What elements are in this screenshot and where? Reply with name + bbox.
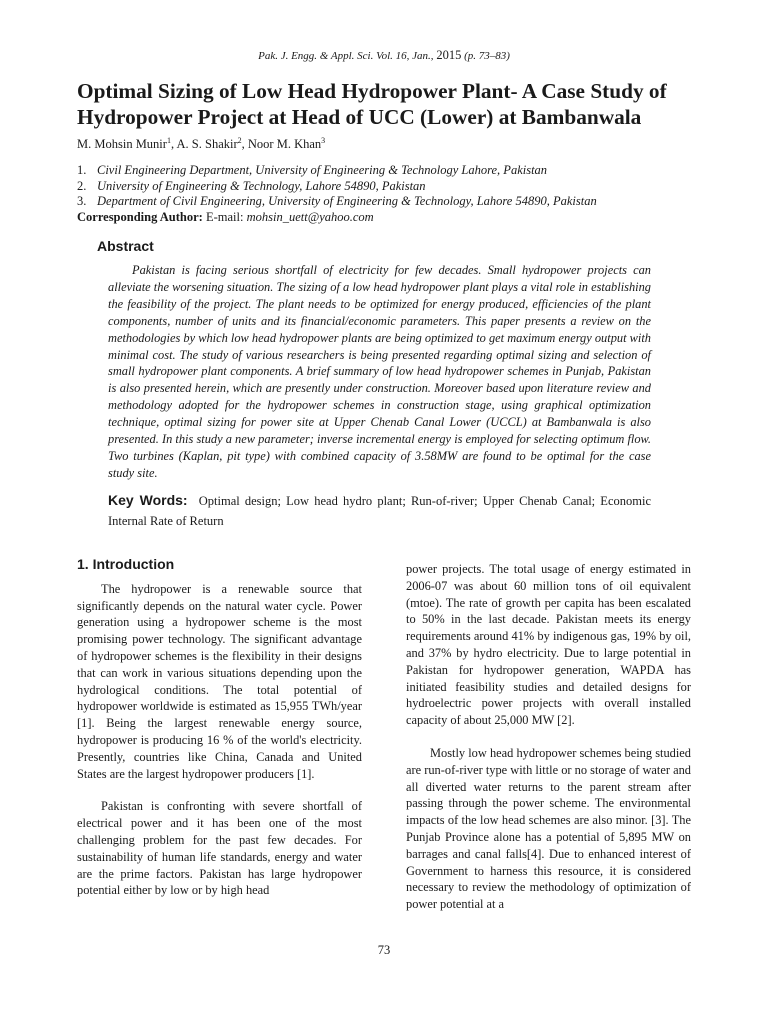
author-affiliation-marker: 2 [237,136,242,145]
corresponding-author-label: Corresponding Author: [77,209,203,224]
journal-year: 2015 [436,48,462,62]
journal-citation: Pak. J. Engg. & Appl. Sci. Vol. 16, Jan., [258,50,434,62]
email-link[interactable]: mohsin_uett@yahoo.com [246,209,374,224]
corresponding-author [77,210,597,226]
affiliation-item [77,179,597,195]
author-separator: , [170,137,177,152]
body-paragraph: Mostly low head hydropower schemes being studied are run-of-river type with little or no storage of water and all diverted water returns to the parent stream after passing through the power scheme. The environmental impacts of the low head schemes are also minor. [3]. The Punjab Province alone has a potential of 5,895 MW on barrages and canal falls[4]. Due to enhanced interest of Government to harness this resource, it is considered necessary to review the methodology of optimization of power potential at a [406,745,691,912]
author-affiliation-marker: 3 [321,136,326,145]
body-paragraph: Pakistan is confronting with severe shortfall of electrical power and it has been one of the most challenging problem for the past few decades. For sustainability of human life standards, energy and water are the prime factors. Pakistan has large hydropower potential either by low or by high head [77,799,362,898]
column-right [406,561,691,913]
page-number: 73 [377,943,391,957]
affiliation-number: 1. [77,163,87,177]
abstract-text: Pakistan is facing serious shortfall of electricity for few decades. Small hydropower projects can alleviate the worsening situation. The sizing of a low head hydropower plant plays a vital role in establishing the feasibility of the project. The plant needs to be optimized for energy produced, efficiencies of the plant components, number of units and its financial/economic parameters. This paper presents a review on the methodologies by which low head hydropower plants are being optimized to get maximum energy output with minimal cost. The study of various researchers is being presented regarding optimal sizing and selection of small hydropower plant components. A brief summary of low head hydropower schemes in Punjab, Pakistan is also presented herein, which are presently under construction. Moreover based upon literature review and methodology adopted for the hydropower schemes in construction stage, using graphical optimization technique, optimal sizing for power site at Upper Chenab Canal Lower (UCCL) at Bambanwala is also presented. In this study a new parameter; inverse incremental energy is employed for selecting optimum flow. Two turbines (Kaplan, pit type) with combined capacity of 3.58MW are found to be optimal for the case study site. [108,263,651,480]
column-left [77,556,362,899]
author-name: Noor M. Khan [247,137,322,152]
author-name: M. Mohsin Munir [77,137,167,152]
affiliation-item [77,194,597,210]
affiliation-list [77,163,597,225]
affiliation-text: University of Engineering & Technology, Lahore 54890, Pakistan [97,178,426,193]
keywords-label: Key Words: [108,492,188,508]
affiliation-number: 3. [77,194,87,208]
keywords-text: Optimal design; Low head hydro plant; Run-of-river; Upper Chenab Canal; Economic Internal Rate of Return [108,494,651,528]
keywords [108,490,651,531]
affiliation-number: 2. [77,178,87,193]
affiliation-text: Department of Civil Engineering, University of Engineering & Technology, Lahore 54890, Pakistan [97,194,597,208]
journal-header [0,48,768,63]
author-affiliation-marker: 1 [166,136,171,145]
paper-title: Optimal Sizing of Low Head Hydropower Plant- A Case Study of Hydropower Project at Head of UCC (Lower) at Bambanwala [77,79,667,129]
author-separator: , [241,137,248,152]
author-list [77,136,325,152]
body-paragraph: The hydropower is a renewable source that significantly depends on the natural water cycle. Power generation using a hydropower scheme is the most promising power technology. The significant advantage of hydropower schemes is the flexibility in their designs that can work in various situations depending upon the hydrological conditions. The total potential of hydropower worldwide is estimated as 15,955 TWh/year [1]. Being the largest renewable energy source, hydropower is producing 16 % of the world's electricity. Presently, countries like China, Canada and United States are the largest hydropower producers [1]. [77,581,362,781]
section-heading-introduction: 1. Introduction [77,556,175,572]
affiliation-text: Civil Engineering Department, University of Engineering & Technology Lahore, Pakistan [97,163,548,177]
abstract-heading: Abstract [97,238,154,254]
journal-pages: (p. 73–83) [464,50,510,62]
body-paragraph: power projects. The total usage of energy estimated in 2006-07 was about 60 million tons of oil equivalent (mtoe). The rate of growth per capita has been escalated to 50% in the last decade. Pakistan meets its energy requirements around 41% by indigenous gas, 19% by oil, and 37% by hydro electricity. Due to large potential in Pakistan for hydropower generation, WAPDA has initiated feasibility studies and detailed designs for hydroelectric power projects with overall installed capacity of about 25,000 MW [2]. [406,562,691,728]
author-name: A. S. Shakir [176,137,238,152]
affiliation-item [77,163,597,179]
email-label: E-mail: [205,209,244,224]
